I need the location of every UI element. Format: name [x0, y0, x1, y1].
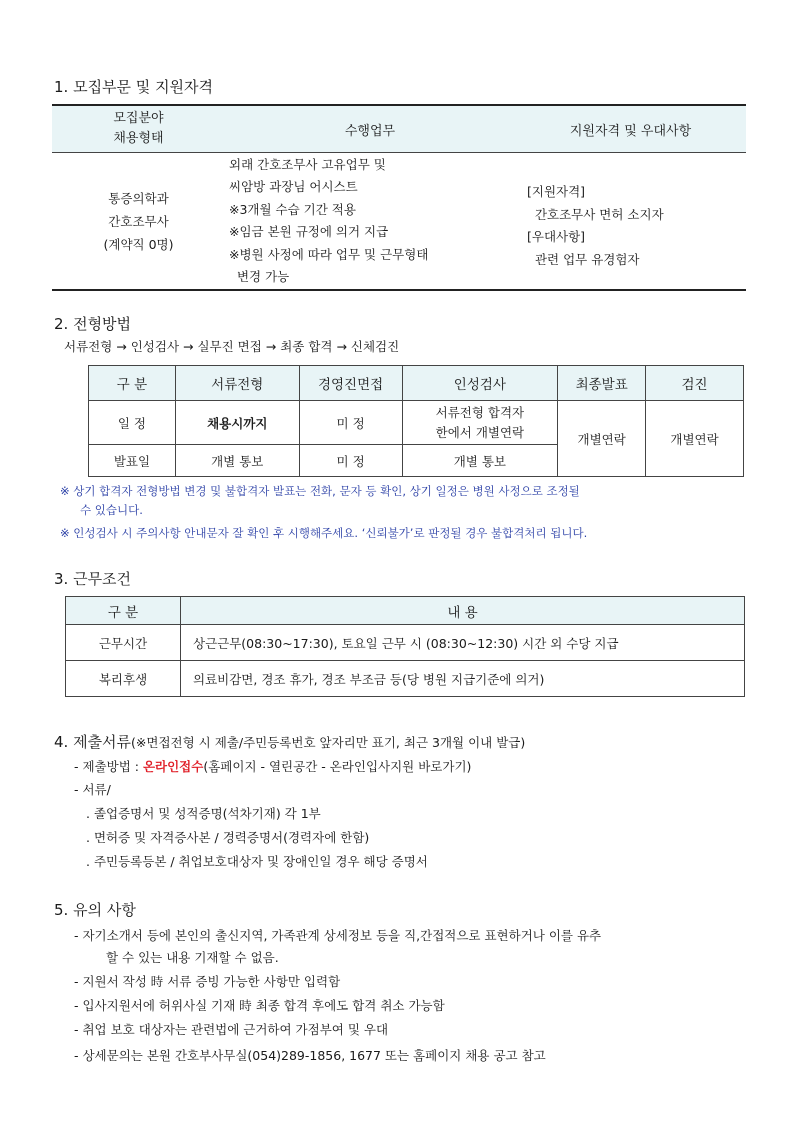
notice-item: - 지원서 작성 時 서류 증빙 가능한 사항만 입력함	[74, 974, 341, 989]
notice-item: - 상세문의는 본원 간호부사무실(054)289-1856, 1677 또는 홈페이지 채용 공고 참고	[74, 1048, 546, 1063]
schedule-cell-line: 서류전형 합격자	[435, 404, 525, 420]
schedule-row	[89, 401, 744, 445]
section-1-heading: 1. 모집부문 및 지원자격	[54, 78, 214, 96]
notice-item-cont: 할 수 있는 내용 기재할 수 없음.	[106, 950, 279, 965]
schedule-note-1: ※ 상기 합격자 전형방법 변경 및 불합격자 발표는 전화, 문자 등 확인, 상기 일정은 병원 사정으로 조정될	[60, 484, 580, 498]
doc-item: . 졸업증명서 및 성적증명(석차기재) 각 1부	[86, 806, 321, 821]
schedule-header-cell: 최종발표	[558, 366, 646, 401]
work-header-cell: 내 용	[181, 597, 745, 625]
work-row	[66, 625, 745, 661]
schedule-note-1-cont: 수 있습니다.	[80, 503, 143, 517]
work-label: 복리후생	[66, 661, 181, 697]
selection-flow: 서류전형 → 인성검사 → 실무진 면접 → 최종 합격 → 신체검진	[64, 339, 400, 354]
online-apply-highlight: 온라인접수	[142, 759, 204, 774]
work-row	[66, 661, 745, 697]
recruit-table	[52, 104, 746, 291]
work-label: 근무시간	[66, 625, 181, 661]
section-3-heading: 3. 근무조건	[54, 570, 132, 588]
submit-method-path: (홈페이지 - 열린공간 - 온라인입사지원 바로가기)	[203, 759, 472, 774]
section-4-heading: 4. 제출서류	[54, 733, 132, 751]
job-role: 간호조무사	[108, 213, 169, 229]
duty-line: ※임금 본원 규정에 의거 지급	[229, 224, 389, 239]
work-header	[66, 597, 745, 625]
schedule-cell: 개별연락	[558, 401, 646, 477]
recruit-table-header	[52, 105, 746, 153]
schedule-header-cell: 서류전형	[175, 366, 299, 401]
duty-line: ※병원 사정에 따라 업무 및 근무형태	[229, 246, 429, 262]
work-value: 의료비감면, 경조 휴가, 경조 부조금 등(당 병원 지급기준에 의거)	[181, 661, 745, 697]
schedule-header-cell: 구 분	[89, 366, 176, 401]
qual-line: [지원자격]	[527, 184, 586, 199]
schedule-cell: 일 정	[89, 401, 176, 445]
schedule-cell	[402, 401, 558, 445]
schedule-cell: 미 정	[299, 445, 402, 477]
duty-cell	[225, 153, 515, 291]
schedule-cell-line: 한에서 개별연락	[435, 424, 525, 440]
docs-label: - 서류/	[74, 782, 111, 797]
schedule-cell: 개별연락	[646, 401, 744, 477]
job-type-cell	[52, 153, 225, 291]
schedule-cell: 개별 통보	[402, 445, 558, 477]
duty-line: ※3개월 수습 기간 적용	[229, 201, 356, 217]
work-value: 상근근무(08:30~17:30), 토요일 근무 시 (08:30~12:30) 시간 외 수당 지급	[181, 625, 745, 661]
notice-item: - 자기소개서 등에 본인의 출신지역, 가족관계 상세정보 등을 직,간접적으로 표현하거나 이를 유추	[74, 928, 602, 943]
duty-line: 씨암방 과장님 어시스트	[229, 179, 358, 194]
recruit-table-row	[52, 153, 746, 291]
header-duty: 수행업무	[225, 105, 515, 153]
header-field-line2: 채용형태	[113, 131, 164, 146]
qual-line: 간호조무사 면허 소지자	[527, 206, 664, 222]
duty-line: 외래 간호조무사 고유업무 및	[229, 156, 386, 172]
work-header-cell: 구 분	[66, 597, 181, 625]
schedule-header-cell: 검진	[646, 366, 744, 401]
header-field-line1: 모집분야	[113, 111, 164, 126]
schedule-cell: 미 정	[299, 401, 402, 445]
header-qualification: 지원자격 및 우대사항	[515, 105, 746, 153]
header-field	[52, 105, 225, 153]
schedule-header	[89, 366, 744, 401]
submit-method-label: - 제출방법 :	[74, 759, 143, 774]
qual-line: [우대사항]	[527, 229, 586, 244]
schedule-header-cell: 경영진면접	[299, 366, 402, 401]
schedule-cell: 발표일	[89, 445, 176, 477]
job-contract: (계약직 0명)	[103, 236, 174, 252]
doc-item: . 면허증 및 자격증사본 / 경력증명서(경력자에 한함)	[86, 830, 370, 845]
doc-item: . 주민등록등본 / 취업보호대상자 및 장애인일 경우 해당 증명서	[86, 854, 428, 869]
notice-item: - 취업 보호 대상자는 관련법에 근거하여 가점부여 및 우대	[74, 1022, 389, 1037]
section-4-heading-note: (※면접전형 시 제출/주민등록번호 앞자리만 표기, 최근 3개월 이내 발급)	[131, 735, 526, 750]
schedule-cell: 채용시까지	[175, 401, 299, 445]
schedule-note-2: ※ 인성검사 시 주의사항 안내문자 잘 확인 후 시행해주세요. ‘신뢰불가’로 판정될 경우 불합격처리 됩니다.	[60, 526, 588, 540]
qualification-cell	[515, 153, 746, 291]
section-4-heading-row	[54, 731, 525, 752]
work-conditions-table	[65, 596, 745, 697]
section-5-heading: 5. 유의 사항	[54, 901, 136, 919]
section-2-heading: 2. 전형방법	[54, 315, 132, 333]
duty-line: 변경 가능	[229, 269, 290, 284]
schedule-cell: 개별 통보	[175, 445, 299, 477]
submit-method	[74, 759, 471, 775]
notice-item: - 입사지원서에 허위사실 기재 時 최종 합격 후에도 합격 취소 가능함	[74, 998, 445, 1013]
schedule-table	[88, 365, 744, 477]
schedule-header-cell: 인성검사	[402, 366, 558, 401]
qual-line: 관련 업무 유경험자	[527, 251, 640, 267]
job-dept: 통증의학과	[108, 190, 169, 206]
